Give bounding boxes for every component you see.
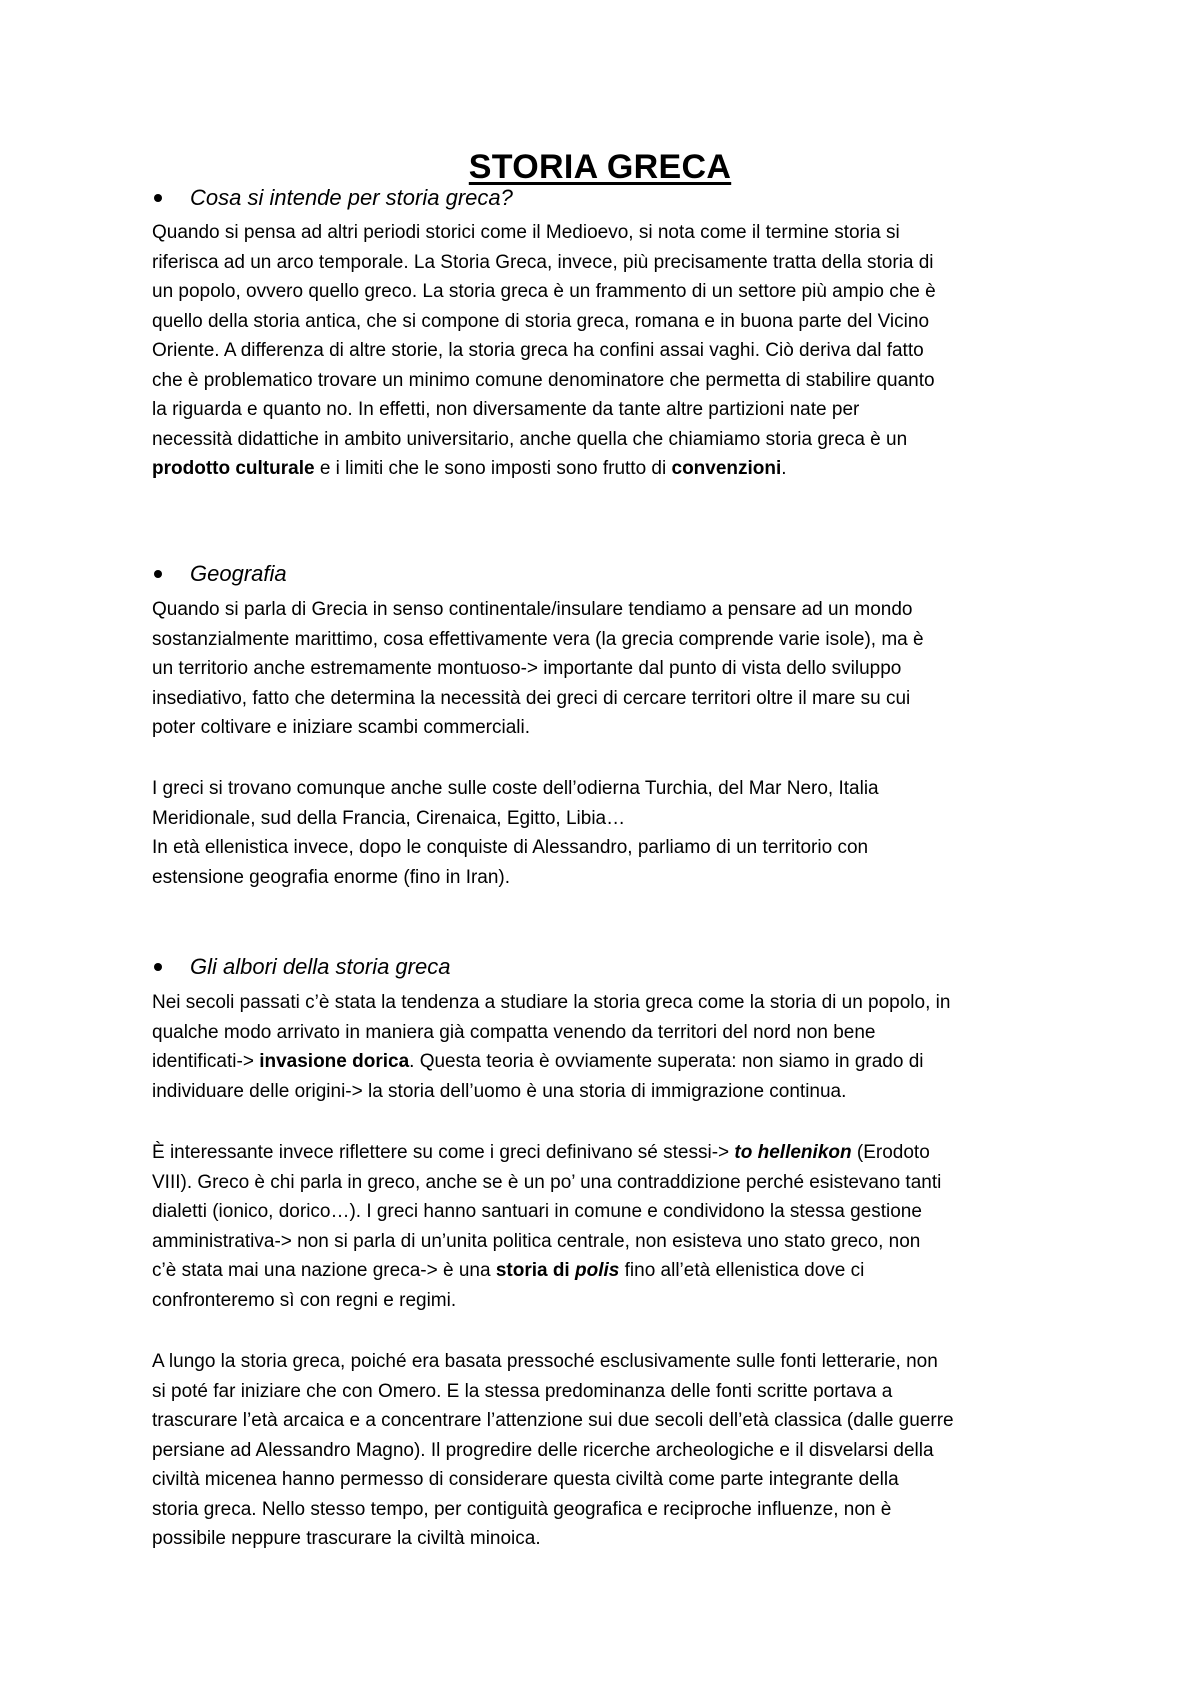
text-line: [152, 1197, 1082, 1227]
text-line: [152, 1047, 1082, 1077]
text-run: e i limiti che le sono imposti sono frutto di: [314, 458, 672, 479]
text-line: [152, 1436, 1082, 1466]
text-run: A lungo la storia greca, poiché era basata pressoché esclusivamente sulle fonti letterarie, non: [152, 1351, 938, 1372]
text-line: [152, 654, 1082, 684]
text-run: possibile neppure trascurare la civiltà minoica.: [152, 1528, 541, 1549]
text-run: Nei secoli passati c’è stata la tendenza a studiare la storia greca come la storia di un popolo, in: [152, 992, 951, 1013]
text-run: necessità didattiche in ambito universitario, anche quella che chiamiamo storia greca è un: [152, 428, 908, 450]
text-line: [152, 248, 1082, 278]
text-run: I greci si trovano comunque anche sulle coste dell’odierna Turchia, del Mar Nero, Italia: [152, 778, 879, 799]
text-line: [152, 774, 1082, 804]
page-title: STORIA GRECA: [468, 148, 732, 186]
text-line: [152, 804, 1082, 834]
text-run: amministrativa-> non si parla di un’unita politica centrale, non esisteva uno stato greco, non: [152, 1230, 921, 1252]
text-run: riferisca ad un arco temporale. La Storia Greca, invece, più precisamente tratta della storia di: [152, 251, 934, 273]
text-line: [152, 1286, 1082, 1316]
text-run: È interessante invece riflettere su come i greci definivano sé stessi->: [152, 1142, 735, 1163]
text-line: [152, 336, 1082, 366]
paragraph: [152, 1138, 1082, 1315]
text-line: [152, 713, 1082, 743]
text-run: quello della storia antica, che si compone di storia greca, romana e in buona parte del Vicino: [152, 310, 930, 332]
section-heading: [152, 954, 450, 980]
text-line: [152, 833, 1082, 863]
section-heading-text: Cosa si intende per storia greca?: [190, 185, 513, 210]
text-run: identificati->: [152, 1051, 260, 1072]
text-line: [152, 1524, 1082, 1554]
text-run: qualche modo arrivato in maniera già compatta venendo da territori del nord non bene: [152, 1021, 876, 1043]
text-run: VIII). Greco è chi parla in greco, anche se è un po’ una contraddizione perché esistevano tanti: [152, 1171, 942, 1193]
text-line: [152, 218, 1082, 248]
text-run: insediativo, fatto che determina la necessità dei greci di cercare territori oltre il mare su cui: [152, 687, 911, 709]
text-line: [152, 1406, 1082, 1436]
bullet-icon: [154, 963, 162, 971]
text-run: c’è stata mai una nazione greca-> è una: [152, 1260, 496, 1281]
text-line: [152, 1018, 1082, 1048]
text-run: individuare delle origini-> la storia dell’uomo è una storia di immigrazione continua.: [152, 1080, 847, 1102]
text-run: .: [781, 458, 787, 479]
text-run: civiltà micenea hanno permesso di considerare questa civiltà come parte integrante della: [152, 1469, 899, 1490]
text-line: [152, 1256, 1082, 1286]
text-run: In età ellenistica invece, dopo le conquiste di Alessandro, parliamo di un territorio con: [152, 837, 869, 858]
text-line: [152, 277, 1082, 307]
text-line: [152, 1077, 1082, 1107]
text-run: estensione geografia enorme (fino in Iran).: [152, 866, 511, 888]
paragraph: [152, 1347, 1082, 1554]
text-run: Meridionale, sud della Francia, Cirenaica, Egitto, Libia…: [152, 807, 626, 829]
text-line: [152, 1347, 1082, 1377]
bullet-icon: [154, 194, 162, 202]
bold-text: convenzioni: [671, 458, 782, 479]
text-line: [152, 425, 1082, 455]
text-run: (Erodoto: [851, 1142, 930, 1163]
text-line: [152, 988, 1082, 1018]
text-line: [152, 863, 1082, 893]
text-run: storia greca. Nello stesso tempo, per contiguità geografica e reciproche influenze, non è: [152, 1498, 892, 1520]
text-run: trascurare l’età arcaica e a concentrare l’attenzione sui due secoli dell’età classica (dalle guerre: [152, 1410, 954, 1431]
text-line: [152, 1377, 1082, 1407]
text-line: [152, 454, 1082, 484]
text-run: un territorio anche estremamente montuoso-> importante dal punto di vista dello sviluppo: [152, 658, 902, 679]
text-run: Quando si pensa ad altri periodi storici come il Medioevo, si nota come il termine storia si: [152, 222, 900, 243]
bullet-icon: [154, 570, 162, 578]
section-heading: [152, 185, 513, 211]
section-heading: [152, 561, 287, 587]
text-run: dialetti (ionico, dorico…). I greci hanno santuari in comune e condividono la stessa gestione: [152, 1201, 922, 1222]
paragraph: [152, 774, 1082, 892]
paragraph: [152, 988, 1082, 1106]
text-line: [152, 1495, 1082, 1525]
text-line: [152, 1168, 1082, 1198]
text-line: [152, 307, 1082, 337]
text-run: sostanzialmente marittimo, cosa effettivamente vera (la grecia comprende varie isole), ma è: [152, 628, 924, 650]
bold-text: prodotto culturale: [152, 458, 315, 479]
text-line: [152, 1465, 1082, 1495]
section-heading-text: Gli albori della storia greca: [190, 954, 451, 979]
text-line: [152, 395, 1082, 425]
bold-text: invasione dorica: [259, 1051, 410, 1072]
text-run: fino all’età ellenistica dove ci: [619, 1260, 865, 1281]
text-run: si poté far iniziare che con Omero. E la stessa predominanza delle fonti scritte portava a: [152, 1380, 893, 1402]
text-line: [152, 1227, 1082, 1257]
text-run: che è problematico trovare un minimo comune denominatore che permetta di stabilire quanto: [152, 369, 935, 391]
text-run: poter coltivare e iniziare scambi commerciali.: [152, 717, 531, 738]
text-line: [152, 366, 1082, 396]
text-run: . Questa teoria è ovviamente superata: non siamo in grado di: [409, 1051, 924, 1072]
section-heading-text: Geografia: [190, 561, 287, 586]
text-line: [152, 625, 1082, 655]
text-run: persiane ad Alessandro Magno). Il progredire delle ricerche archeologiche e il disvelarsi della: [152, 1439, 934, 1461]
text-line: [152, 595, 1082, 625]
text-run: Oriente. A differenza di altre storie, la storia greca ha confini assai vaghi. Ciò deriva dal fatto: [152, 340, 924, 361]
emphasis-text: to hellenikon: [734, 1142, 852, 1163]
text-run: la riguarda e quanto no. In effetti, non diversamente da tante altre partizioni nate per: [152, 399, 860, 420]
text-run: Quando si parla di Grecia in senso continentale/insulare tendiamo a pensare ad un mondo: [152, 599, 913, 620]
bold-text: storia di: [495, 1260, 575, 1281]
emphasis-text: polis: [575, 1260, 620, 1281]
text-run: confronteremo sì con regni e regimi.: [152, 1289, 457, 1311]
paragraph: [152, 218, 1082, 484]
text-line: [152, 684, 1082, 714]
paragraph: [152, 595, 1082, 743]
text-run: un popolo, ovvero quello greco. La storia greca è un frammento di un settore più ampio che è: [152, 281, 936, 302]
text-line: [152, 1138, 1082, 1168]
